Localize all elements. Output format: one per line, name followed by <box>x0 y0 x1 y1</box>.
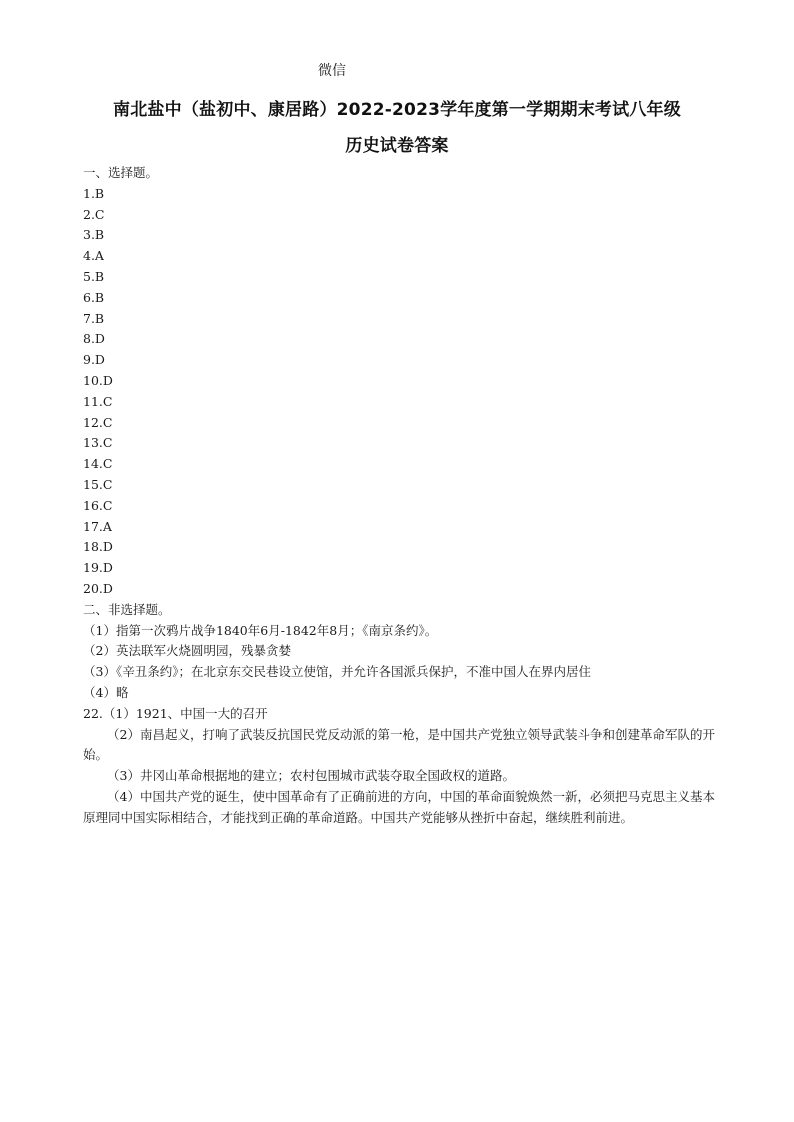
answer-line: （4）略 <box>83 684 129 700</box>
answer-line: 22.（1）1921、中国一大的召开 <box>83 705 268 721</box>
choice-answer: 10.D <box>83 372 113 388</box>
section-heading-nonchoice: 二、非选择题。 <box>83 601 171 617</box>
choice-answer: 18.D <box>83 539 113 555</box>
choice-answer: 19.D <box>83 560 113 576</box>
answer-line: （1）指第一次鸦片战争1840年6月-1842年8月；《南京条约》。 <box>83 622 438 638</box>
choice-answer: 16.C <box>83 497 113 513</box>
choice-answer: 2.C <box>83 206 105 222</box>
choice-answer: 5.B <box>83 268 105 284</box>
question-21-answers <box>83 621 715 704</box>
choice-answer: 17.A <box>83 518 112 534</box>
choice-answer: 11.C <box>83 393 113 409</box>
answer-paragraph: （2）南昌起义，打响了武装反抗国民党反动派的第一枪，是中国共产党独立领导武装斗争和创建革命军队的开始。 <box>83 726 715 763</box>
choice-answer: 9.D <box>83 352 105 368</box>
document-title: 南北盐中（盐初中、康居路）2022-2023学年度第一学期期末考试八年级 <box>113 100 681 120</box>
choice-answer: 14.C <box>83 456 113 472</box>
choice-answer: 20.D <box>83 580 113 596</box>
choice-answer: 6.B <box>83 289 105 305</box>
answer-line: （2）英法联军火烧圆明园，残暴贪婪 <box>83 643 291 659</box>
choice-answer: 7.B <box>83 310 105 326</box>
choice-answer: 4.A <box>83 248 104 264</box>
question-22-answers <box>83 704 715 829</box>
document-subtitle: 历史试卷答案 <box>345 136 449 156</box>
section-heading-choice: 一、选择题。 <box>83 165 159 180</box>
answer-line: （3）《辛丑条约》；在北京东交民巷设立使馆，并允许各国派兵保护，不准中国人在界内居住 <box>83 664 591 680</box>
watermark-text: 微信 <box>318 63 346 79</box>
choice-answer: 15.C <box>83 476 113 492</box>
choice-answer: 13.C <box>83 435 113 451</box>
choice-answer-list <box>83 184 715 600</box>
choice-answer: 1.B <box>83 185 105 201</box>
answer-paragraph: （4）中国共产党的诞生，使中国革命有了正确前进的方向，中国的革命面貌焕然一新，必须把马克思主义基本原理同中国实际相结合，才能找到正确的革命道路。中国共产党能够从挫折中奋起，继续胜利前进。 <box>83 788 715 825</box>
answer-content <box>83 163 715 829</box>
choice-answer: 3.B <box>83 227 105 243</box>
answer-paragraph: （3）井冈山革命根据地的建立；农村包围城市武装夺取全国政权的道路。 <box>107 768 515 784</box>
choice-answer: 12.C <box>83 414 113 430</box>
choice-answer: 8.D <box>83 331 105 347</box>
